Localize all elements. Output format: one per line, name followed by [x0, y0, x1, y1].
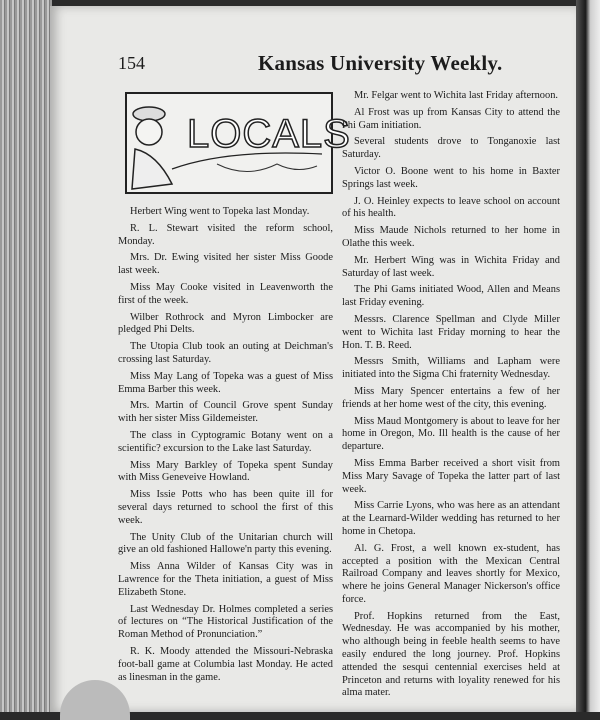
news-item: Last Wednesday Dr. Holmes completed a series of lectures on “The Historical Justification of the Roman Method of Pronunciation.”	[118, 603, 333, 641]
book-binding-edge	[576, 0, 600, 712]
news-item: Al. G. Frost, a well known ex-student, has accepted a position with the Mexican Central Railroad Company and leaves shortly for Mexico, where he joins General Manager Nickerson's office force.	[342, 542, 560, 605]
news-item: Messrs. Clarence Spellman and Clyde Miller went to Wichita last Friday morning to hear the Hon. T. B. Reed.	[342, 313, 560, 351]
news-item: Prof. Hopkins returned from the East, Wednesday. He was accompanied by his mother, who although being in feeble health seems to have easily endured the long journey. Prof. Hopkins attended the sesqui centennial exercises held at Princeton and returns with loyality renewed for his alma mater.	[342, 610, 560, 699]
news-item: Mr. Herbert Wing was in Wichita Friday and Saturday of last week.	[342, 254, 560, 279]
news-item: R. K. Moody attended the Missouri-Nebraska foot-ball game at Columbia last Monday. He acted as linesman in the game.	[118, 645, 333, 683]
news-item: Several students drove to Tonganoxie last Saturday.	[342, 136, 560, 161]
news-item: Miss Maud Montgomery is about to leave for her home in Oregon, Mo. Ill health is the cause of her departure.	[342, 415, 560, 453]
news-item: Al Frost was up from Kansas City to attend the Phi Gam initiation.	[342, 106, 560, 131]
publication-title: Kansas University Weekly.	[258, 51, 503, 75]
news-item: The Phi Gams initiated Wood, Allen and Means last Friday evening.	[342, 284, 560, 309]
news-item: Mrs. Martin of Council Grove spent Sunday with her sister Miss Gildemeister.	[118, 400, 333, 425]
locals-banner-illustration	[125, 92, 351, 194]
news-item: Messrs Smith, Williams and Lapham were initiated into the Sigma Chi fraternity Wednesday.	[342, 356, 560, 381]
news-item: Herbert Wing went to Topeka last Monday.	[130, 206, 310, 217]
news-item: Miss Mary Barkley of Topeka spent Sunday with Miss Geneveive Howland.	[118, 459, 333, 484]
news-item: Miss Mary Spencer entertains a few of her friends at her home west of the city, this evening.	[342, 385, 560, 410]
locals-heading: LOCALS	[187, 112, 351, 156]
news-item: Miss Maude Nichols returned to her home in Olathe this week.	[342, 225, 560, 249]
news-item: Miss May Lang of Topeka was a guest of Miss Emma Barber this week.	[118, 370, 333, 395]
news-item: J. O. Heinley expects to leave school on account of his health.	[342, 195, 560, 220]
right-column	[342, 90, 560, 704]
page-number: 154	[118, 53, 145, 73]
news-item: Mr. Felgar went to Wichita last Friday afternoon.	[354, 90, 558, 101]
news-item: Miss Issie Potts who has been quite ill for several days returned to school the first of this week.	[118, 489, 333, 526]
news-item: Miss Anna Wilder of Kansas City was in Lawrence for the Theta initiation, a guest of Miss Elizabeth Stone.	[118, 561, 333, 598]
news-item: The class in Cyptogramic Botany went on a scientific? excursion to the Lake last Saturday.	[118, 429, 333, 454]
news-item: R. L. Stewart visited the reform school, Monday.	[118, 222, 333, 247]
news-item: The Unity Club of the Unitarian church will give an old fashioned Hallowe'n party this evening.	[118, 531, 333, 556]
news-item: The Utopia Club took an outing at Deichman's crossing last Saturday.	[118, 341, 333, 365]
news-item: Mrs. Dr. Ewing visited her sister Miss Goode last week.	[118, 252, 333, 277]
news-item: Victor O. Boone went to his home in Baxter Springs last week.	[342, 165, 560, 190]
news-item: Wilber Rothrock and Myron Limbocker are pledged Phi Delts.	[118, 311, 333, 336]
news-item: Miss May Cooke visited in Leavenworth the first of the week.	[118, 281, 333, 306]
news-item: Miss Carrie Lyons, who was here as an attendant at the Learnard-Wilder wedding has returned to her home in Chetopa.	[342, 500, 560, 537]
book-page-edges	[0, 0, 52, 712]
news-item: Miss Emma Barber received a short visit from Miss Mary Savage of Topeka the latter part of last week.	[342, 457, 560, 495]
left-column	[118, 206, 333, 688]
